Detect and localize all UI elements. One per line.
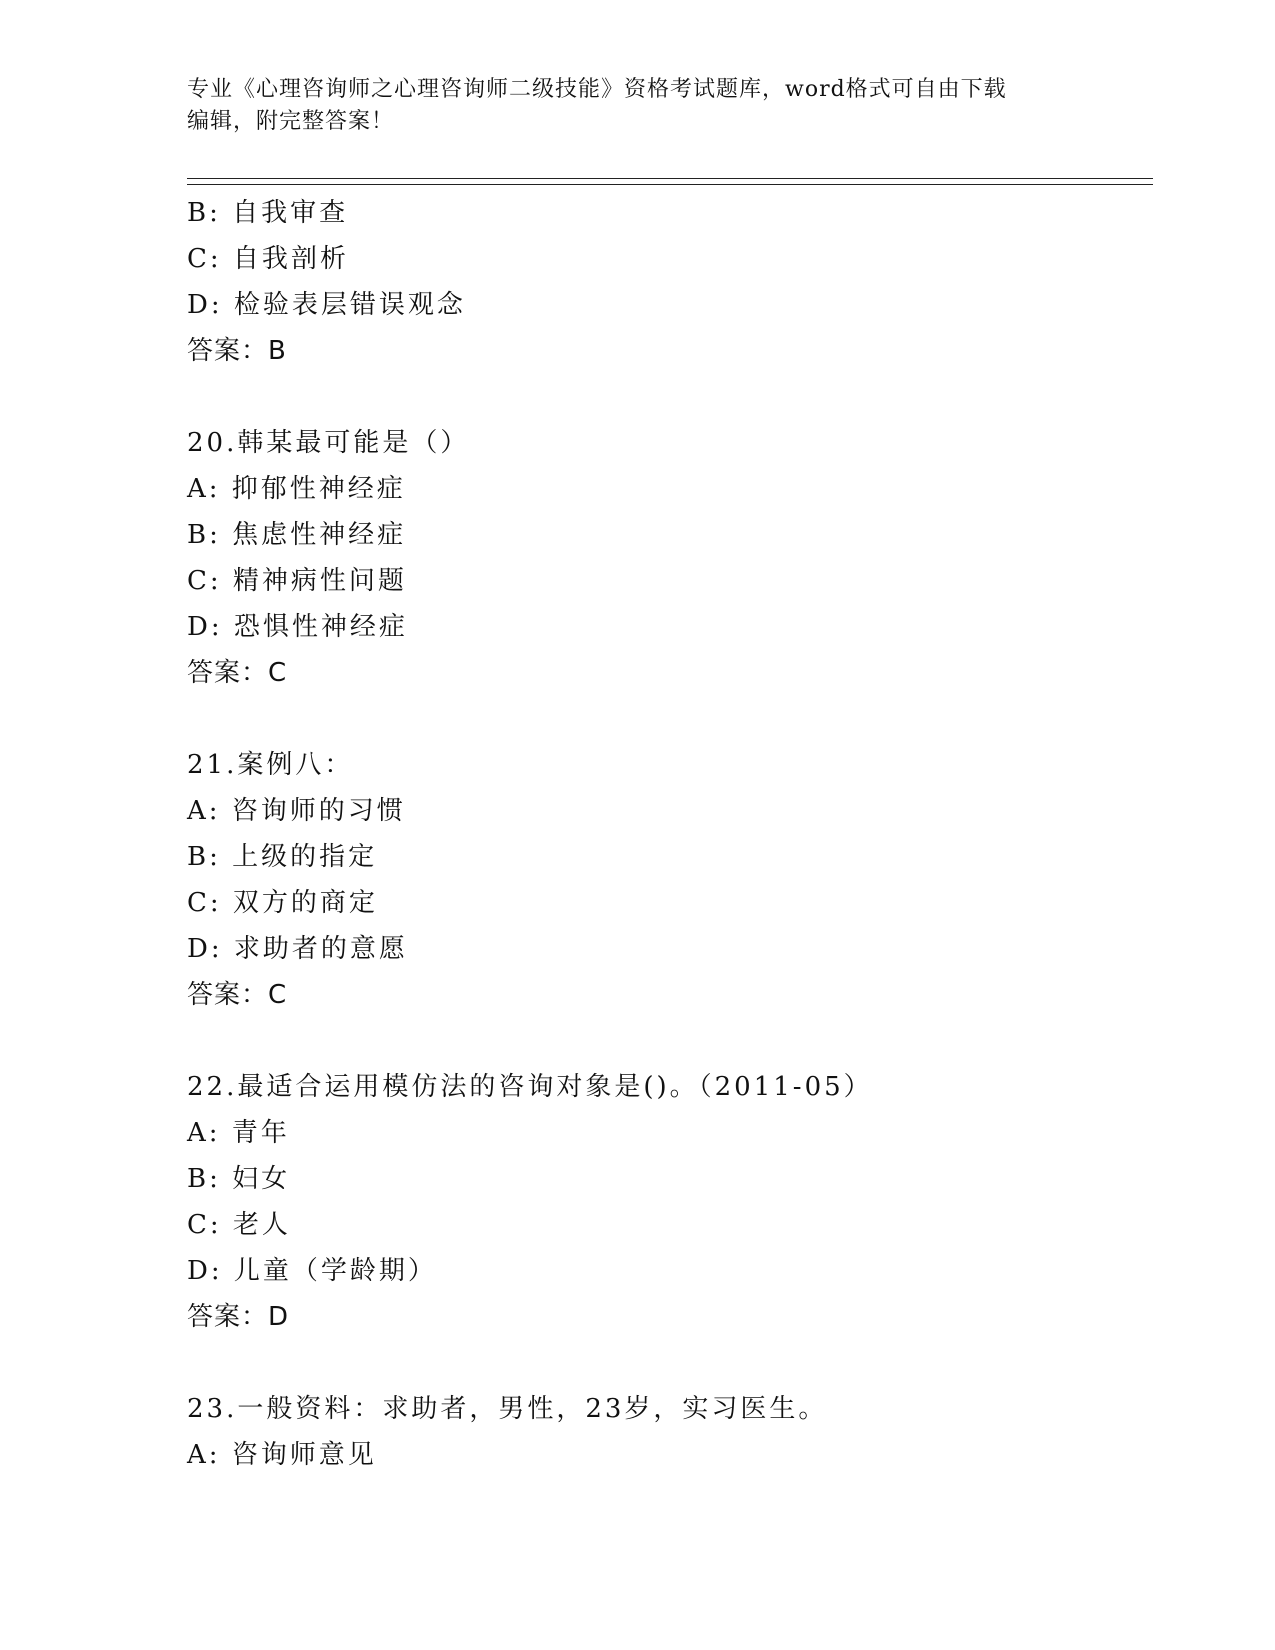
- option-c: C: 老人: [187, 1210, 291, 1240]
- header-line-1: 专业《心理咨询师之心理咨询师二级技能》资格考试题库，word格式可自由下载: [187, 77, 1007, 102]
- document-header: [187, 74, 1087, 138]
- question-block-21: [187, 742, 1147, 1018]
- spacer: [187, 374, 1147, 420]
- answer-line: 答案：D: [187, 1302, 290, 1332]
- question-block-20: [187, 420, 1147, 696]
- option-a: A: 咨询师意见: [187, 1440, 377, 1470]
- question-stem: 22.最适合运用模仿法的咨询对象是()。（2011-05）: [187, 1072, 873, 1102]
- answer-line: 答案：C: [187, 980, 288, 1010]
- option-b: B: 上级的指定: [187, 842, 378, 872]
- option-a: A: 青年: [187, 1118, 290, 1148]
- spacer: [187, 1018, 1147, 1064]
- option-c: C: 双方的商定: [187, 888, 378, 918]
- option-d: D: 检验表层错误观念: [187, 290, 466, 320]
- option-a: A: 咨询师的习惯: [187, 796, 406, 826]
- option-b: B: 自我审查: [187, 198, 349, 228]
- answer-line: 答案：B: [187, 336, 287, 366]
- option-b: B: 焦虑性神经症: [187, 520, 407, 550]
- option-c: C: 自我剖析: [187, 244, 349, 274]
- question-stem: 23.一般资料：求助者，男性，23岁，实习医生。: [187, 1394, 828, 1424]
- header-divider-top: [187, 178, 1153, 179]
- question-block-22: [187, 1064, 1147, 1340]
- answer-line: 答案：C: [187, 658, 288, 688]
- option-b: B: 妇女: [187, 1164, 291, 1194]
- header-line-2: 编辑，附完整答案！: [187, 109, 395, 134]
- option-a: A: 抑郁性神经症: [187, 474, 406, 504]
- option-d: D: 恐惧性神经症: [187, 612, 408, 642]
- question-stem: 21.案例八：: [187, 750, 354, 780]
- question-list: [187, 190, 1147, 1478]
- question-block-19: [187, 190, 1147, 374]
- question-block-23: [187, 1386, 1147, 1478]
- option-d: D: 儿童（学龄期）: [187, 1256, 437, 1286]
- header-divider-bottom: [187, 184, 1153, 185]
- question-stem: 20.韩某最可能是（）: [187, 428, 470, 458]
- option-c: C: 精神病性问题: [187, 566, 407, 596]
- spacer: [187, 696, 1147, 742]
- spacer: [187, 1340, 1147, 1386]
- option-d: D: 求助者的意愿: [187, 934, 408, 964]
